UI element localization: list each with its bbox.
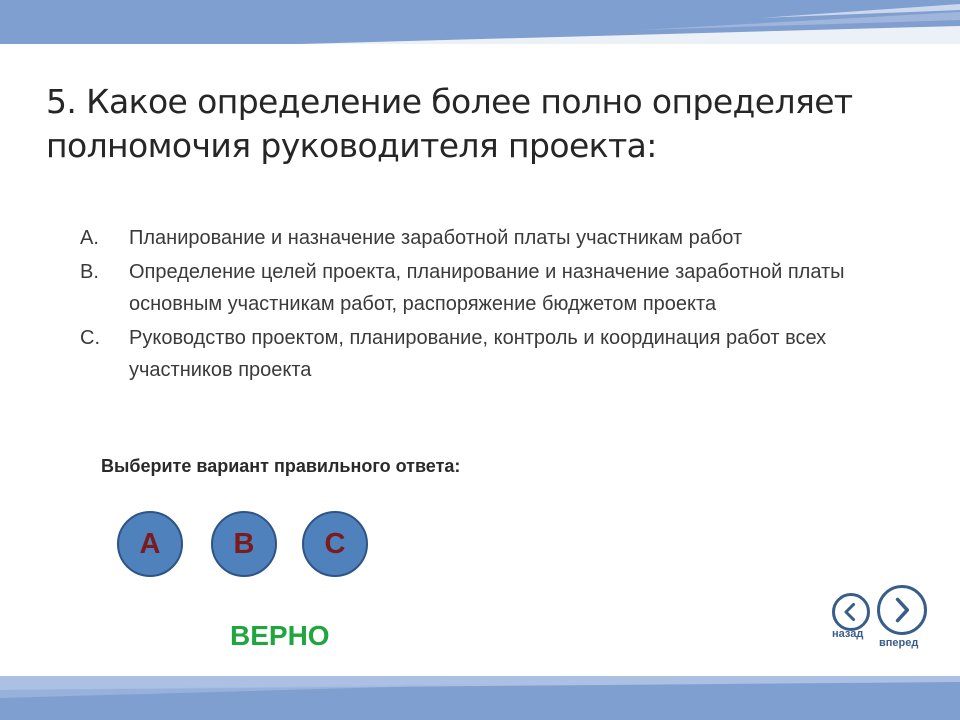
option-letter: A. — [80, 227, 99, 249]
chevron-right-icon — [880, 588, 924, 632]
option-b — [80, 256, 900, 320]
option-c — [80, 322, 900, 386]
back-button[interactable] — [832, 593, 870, 631]
back-label[interactable]: назад — [832, 628, 864, 640]
answer-a-button[interactable]: A — [117, 511, 183, 577]
forward-button[interactable] — [877, 585, 927, 635]
option-text: Планирование и назначение заработной платы участникам работ — [129, 227, 743, 249]
chevron-left-icon — [835, 596, 867, 628]
option-a — [80, 222, 900, 254]
option-letter: C. — [80, 327, 100, 349]
answer-c-button[interactable]: C — [302, 511, 368, 577]
top-decorative-band — [0, 0, 960, 44]
option-text: Руководство проектом, планирование, контроль и координация работ всех участников проекта — [129, 327, 827, 381]
option-letter: B. — [80, 261, 99, 283]
question-title: 5. Какое определение более полно определяет полномочия руководителя проекта: — [46, 82, 853, 165]
forward-label[interactable]: вперед — [879, 637, 919, 649]
answer-prompt: Выберите вариант правильного ответа: — [101, 456, 461, 476]
result-text: ВЕРНО — [230, 620, 330, 651]
answer-b-button[interactable]: B — [211, 511, 277, 577]
option-text: Определение целей проекта, планирование и назначение заработной платы основным участникам работ, распоряжение бюджетом проекта — [129, 261, 845, 315]
answer-options-list — [80, 222, 900, 388]
bottom-decorative-band — [0, 676, 960, 720]
